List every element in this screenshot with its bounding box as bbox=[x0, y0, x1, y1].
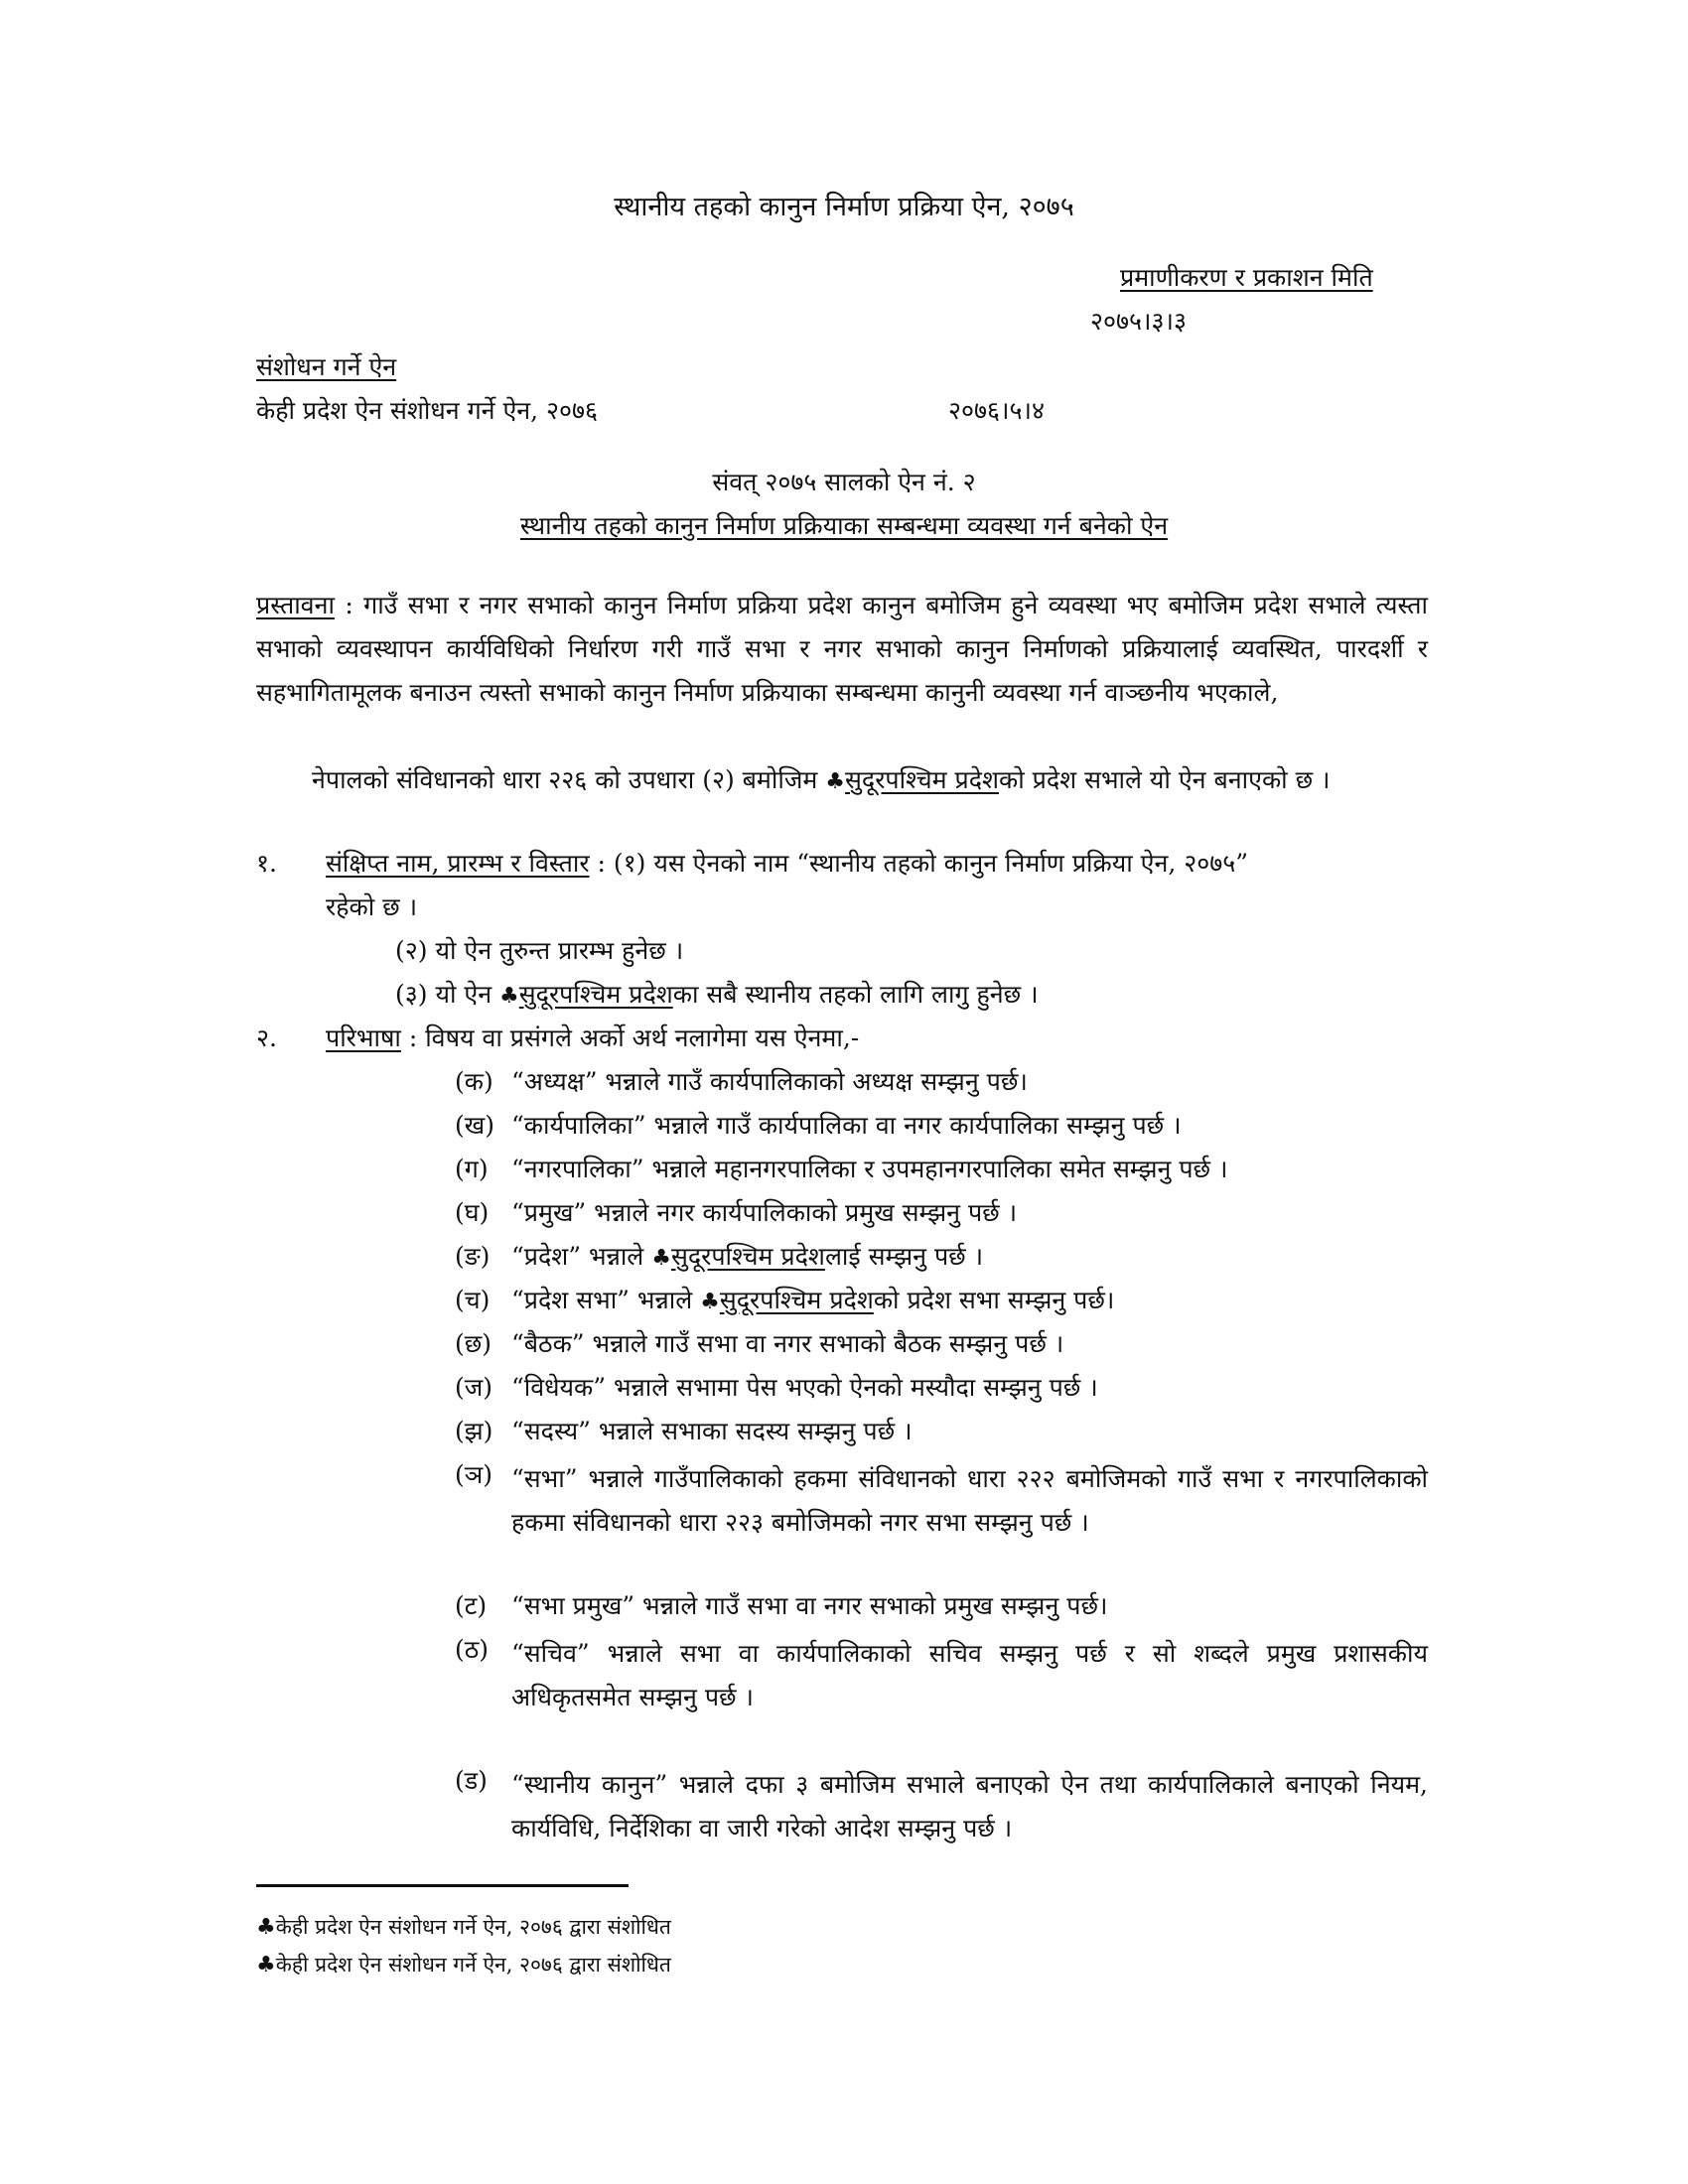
enactment-clause bbox=[256, 758, 1428, 804]
section-1-heading: संक्षिप्त नाम, प्रारम्भ र विस्तार bbox=[326, 849, 590, 878]
definition-label: (ञ) bbox=[455, 1460, 493, 1489]
amendment-date: २०७६।५।४ bbox=[948, 396, 1045, 425]
definition-text: “सभा” भन्नाले गाउँपालिकाको हकमा संविधानको धारा २२२ बमोजिमको गाउँ सभा र नगरपालिकाको हकमा संविधानको धारा २२३ बमोजिमको नगर सभा सम्झनु पर्छ । bbox=[511, 1464, 1428, 1537]
section-2-number: २. bbox=[256, 1024, 277, 1052]
definition-text-post: लाई सम्झनु पर्छ । bbox=[824, 1242, 984, 1271]
definition-text bbox=[511, 1239, 1428, 1275]
section-1-number: १. bbox=[256, 849, 277, 878]
amendment-mark-icon: ♣ bbox=[700, 1290, 720, 1314]
definition-text: “अध्यक्ष” भन्नाले गाउँ कार्यपालिकाको अध्यक्ष सम्झनु पर्छ। bbox=[511, 1067, 1028, 1096]
definition-label: (ङ) bbox=[455, 1242, 491, 1271]
preamble bbox=[256, 584, 1428, 715]
preamble-label: प्रस्तावना bbox=[256, 591, 335, 619]
section-1-sub-2: (२) यो ऐन तुरुन्त प्रारम्भ हुनेछ । bbox=[395, 936, 684, 965]
amendment-mark-icon: ♣ bbox=[256, 1953, 276, 1978]
definition-text bbox=[511, 1283, 1428, 1318]
definition-label: (छ) bbox=[455, 1329, 492, 1358]
amendment-mark-icon: ♣ bbox=[499, 984, 519, 1009]
definition-label: (ठ) bbox=[455, 1635, 490, 1664]
section-1-text: : (१) यस ऐनको नाम “स्थानीय तहको कानुन निर्माण प्रक्रिया ऐन, २०७५” bbox=[589, 849, 1249, 878]
section-1-line bbox=[326, 846, 1248, 882]
definition-label: (घ) bbox=[455, 1198, 490, 1227]
definition-text: “विधेयक” भन्नाले सभामा पेस भएको ऐनको मस्यौदा सम्झनु पर्छ । bbox=[511, 1373, 1098, 1402]
footnote-text: केही प्रदेश ऐन संशोधन गर्ने ऐन, २०७६ द्वारा संशोधित bbox=[275, 1953, 671, 1977]
act-number: संवत् २०७५ सालको ऐन नं. २ bbox=[712, 468, 976, 496]
authentication-label: प्रमाणीकरण र प्रकाशन मिति bbox=[1120, 263, 1373, 292]
definition-text-post: को प्रदेश सभा सम्झनु पर्छ। bbox=[873, 1286, 1115, 1314]
definition-label: (क) bbox=[455, 1067, 493, 1096]
definition-text: “सभा प्रमुख” भन्नाले गाउँ सभा वा नगर सभाको प्रमुख सम्झनु पर्छ। bbox=[511, 1591, 1108, 1620]
section-1-text-cont: रहेको छ । bbox=[326, 892, 418, 921]
amendment-act: केही प्रदेश ऐन संशोधन गर्ने ऐन, २०७६ bbox=[256, 396, 599, 425]
definition-label: (झ) bbox=[455, 1417, 493, 1445]
sub-3-text-end: का सबै स्थानीय तहको लागि लागु हुनेछ । bbox=[672, 980, 1039, 1009]
enactment-text-end: को प्रदेश सभाले यो ऐन बनाएको छ । bbox=[999, 765, 1331, 794]
definition-label: (च) bbox=[455, 1286, 491, 1314]
section-2-heading: परिभाषा bbox=[326, 1024, 401, 1052]
definition-label: (ट) bbox=[455, 1591, 488, 1620]
preamble-text: : गाउँ सभा र नगर सभाको कानुन निर्माण प्रक्रिया प्रदेश कानुन बमोजिम हुने व्यवस्था भए बमोजिम प्रदेश सभाले त्यस्ता सभाको व्यवस्थापन कार्यविधिको निर्धारण गरी गाउँ सभा र नगर सभाको कानुन निर्माणको प्रक्रियालाई व्यवस्थित, पारदर्शी र सहभागितामूलक बनाउन त्यस्तो सभाको कानुन निर्माण प्रक्रियाका सम्बन्धमा कानुनी व्यवस्था गर्न वाञ्छनीय भएकाले, bbox=[256, 591, 1428, 707]
sub-3-text: (३) यो ऐन bbox=[395, 980, 500, 1009]
definition-text: “बैठक” भन्नाले गाउँ सभा वा नगर सभाको बैठक सम्झनु पर्छ । bbox=[511, 1329, 1064, 1358]
document-title: स्थानीय तहको कानुन निर्माण प्रक्रिया ऐन, २०७५ bbox=[614, 192, 1074, 222]
authentication-date: २०७५।३।३ bbox=[1090, 307, 1187, 336]
definition-text-pre: “प्रदेश” भन्नाले bbox=[511, 1242, 652, 1271]
section-1-sub-3 bbox=[395, 977, 1039, 1013]
province-name: सुदूरपश्चिम प्रदेश bbox=[518, 980, 673, 1009]
definition-text: “कार्यपालिका” भन्नाले गाउँ कार्यपालिका वा नगर कार्यपालिका सम्झनु पर्छ । bbox=[511, 1111, 1182, 1140]
enactment-text: नेपालको संविधानको धारा २२६ को उपधारा (२) बमोजिम bbox=[312, 765, 826, 794]
amendment-heading: संशोधन गर्ने ऐन bbox=[256, 352, 397, 381]
definition-label: (ज) bbox=[455, 1373, 493, 1402]
definition-text: “प्रमुख” भन्नाले नगर कार्यपालिकाको प्रमुख सम्झनु पर्छ । bbox=[511, 1198, 1018, 1227]
amendment-mark-icon: ♣ bbox=[825, 769, 846, 794]
definition-text: “नगरपालिका” भन्नाले महानगरपालिका र उपमहानगरपालिका समेत सम्झनु पर्छ । bbox=[511, 1155, 1228, 1183]
definition-text: “सचिव” भन्नाले सभा वा कार्यपालिकाको सचिव सम्झनु पर्छ र सो शब्दले प्रमुख प्रशासकीय अधिकृतसमेत सम्झनु पर्छ । bbox=[511, 1639, 1428, 1711]
definition-label: (ख) bbox=[455, 1111, 494, 1140]
amendment-mark-icon: ♣ bbox=[256, 1915, 276, 1940]
section-2-line bbox=[326, 1021, 859, 1056]
province-name: सुदूरपश्चिम प्रदेश bbox=[670, 1242, 825, 1271]
act-subtitle: स्थानीय तहको कानुन निर्माण प्रक्रियाका सम्बन्धमा व्यवस्था गर्न बनेको ऐन bbox=[519, 511, 1169, 540]
definition-text: “स्थानीय कानुन” भन्नाले दफा ३ बमोजिम सभाले बनाएको ऐन तथा कार्यपालिकाले बनाएको नियम, कार्यविधि, निर्देशिका वा जारी गरेको आदेश सम्झनु पर्छ । bbox=[511, 1770, 1428, 1843]
amendment-mark-icon: ♣ bbox=[651, 1246, 671, 1271]
definition-text-pre: “प्रदेश सभा” भन्नाले bbox=[511, 1286, 701, 1314]
definition-label: (ड) bbox=[455, 1766, 488, 1795]
section-2-intro: : विषय वा प्रसंगले अर्को अर्थ नलागेमा यस ऐनमा,- bbox=[400, 1024, 860, 1052]
definition-label: (ग) bbox=[455, 1155, 489, 1183]
province-name: सुदूरपश्चिम प्रदेश bbox=[845, 765, 1000, 794]
footnote-text: केही प्रदेश ऐन संशोधन गर्ने ऐन, २०७६ द्वारा संशोधित bbox=[275, 1915, 671, 1939]
footnote-divider bbox=[256, 1884, 629, 1887]
footnote bbox=[256, 1950, 671, 1980]
definition-text: “सदस्य” भन्नाले सभाका सदस्य सम्झनु पर्छ । bbox=[511, 1417, 913, 1445]
province-name: सुदूरपश्चिम प्रदेश bbox=[719, 1286, 874, 1314]
footnote bbox=[256, 1912, 671, 1943]
